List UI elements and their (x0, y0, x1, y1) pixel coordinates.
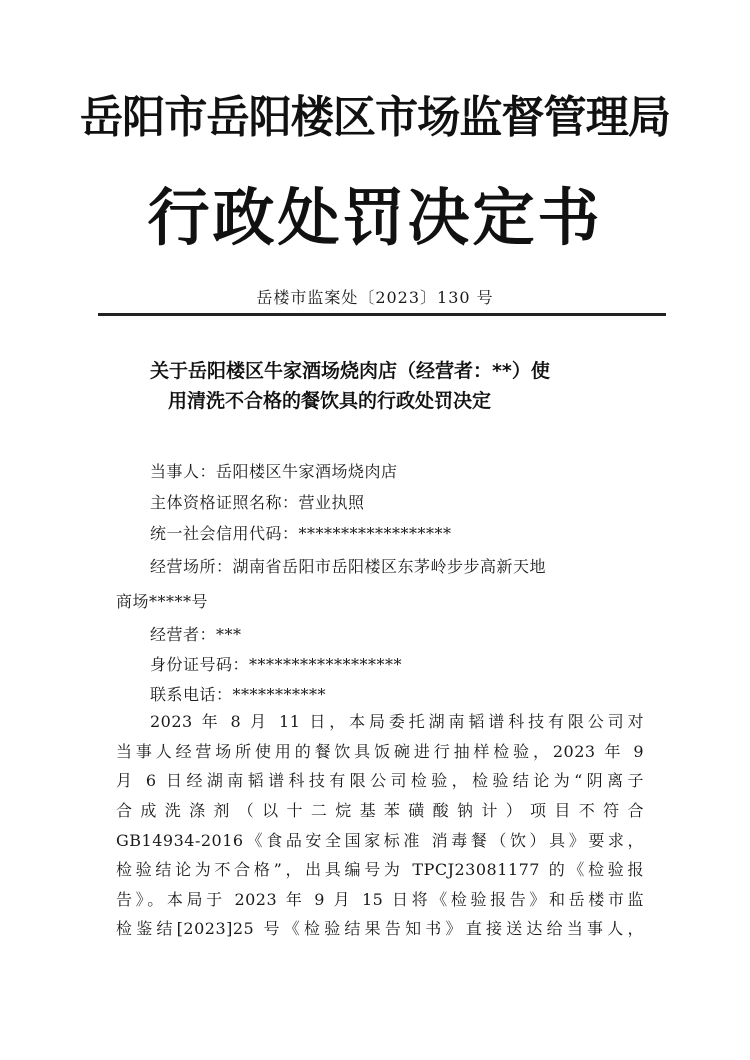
body-line: 告》。本局于 2023 年 9 月 15 日将《检验报告》和岳楼市监 (116, 890, 644, 909)
body-line: 检鉴结[2023]25 号《检验结果告知书》直接送达给当事人， (116, 919, 644, 938)
body-line: 合成洗涤剂（以十二烷基苯磺酸钠计）项目不符合 (116, 801, 644, 820)
operator-field (150, 623, 242, 647)
org-title: 岳阳市岳阳楼区市场监督管理局 (80, 92, 670, 143)
credit-code-label: 统一社会信用代码： (150, 524, 299, 543)
credit-code-field (150, 522, 452, 546)
address-field (150, 555, 546, 579)
body-line: 月 6 日经湖南韬谱科技有限公司检验，检验结论为“阴离子 (116, 771, 644, 790)
header-divider (98, 313, 666, 316)
id-number-label: 身份证号码： (150, 655, 250, 674)
document-title: 行政处罚决定书 (147, 181, 603, 254)
address-field-continued (116, 590, 208, 614)
credit-code-value: ****************** (298, 524, 452, 543)
body-line: GB14934-2016《食品安全国家标准 消毒餐（饮）具》要求， (116, 831, 644, 850)
address-value-line-1: 湖南省岳阳市岳阳楼区东茅岭步步高新天地 (232, 557, 547, 576)
address-label: 经营场所： (150, 557, 233, 576)
subject-line-2: 用清洗不合格的餐饮具的行政处罚决定 (168, 390, 492, 412)
party-field (150, 460, 398, 484)
body-line: 检验结论为不合格”，出具编号为 TPCJ23081177 的《检验报 (116, 860, 644, 879)
id-number-field (150, 653, 402, 677)
id-number-value: ****************** (249, 655, 403, 674)
phone-value: *********** (232, 685, 327, 704)
license-field (150, 491, 365, 515)
body-line: 当事人经营场所使用的餐饮具饭碗进行抽样检验，2023 年 9 (116, 742, 644, 761)
operator-label: 经营者： (150, 625, 217, 644)
license-value: 营业执照 (298, 493, 365, 512)
subject-heading (150, 356, 640, 416)
operator-value: *** (216, 625, 242, 644)
body-line: 2023 年 8 月 11 日，本局委托湖南韬谱科技有限公司对 (150, 712, 644, 731)
subject-line-1: 关于岳阳楼区牛家酒场烧肉店（经营者：**）使 (150, 360, 550, 382)
party-value: 岳阳楼区牛家酒场烧肉店 (216, 462, 398, 481)
license-label: 主体资格证照名称： (150, 493, 299, 512)
phone-field (150, 683, 326, 707)
party-label: 当事人： (150, 462, 217, 481)
document-number: 岳楼市监案处〔2023〕130 号 (256, 288, 494, 307)
address-value-line-2: 商场*****号 (116, 592, 209, 611)
phone-label: 联系电话： (150, 685, 233, 704)
